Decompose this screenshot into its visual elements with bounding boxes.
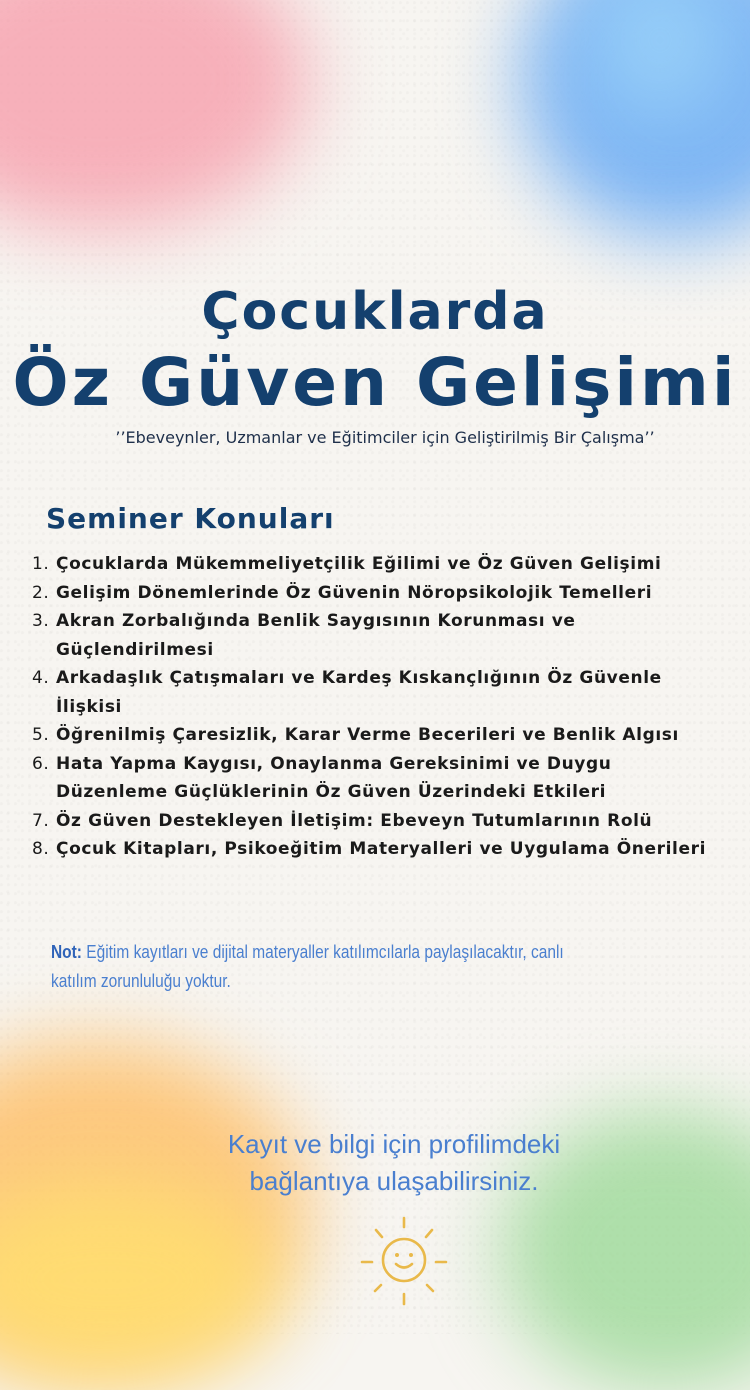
topic-number: 8.: [32, 839, 50, 859]
topic-text: Öz Güven Destekleyen İletişim: Ebeveyn Tutumlarının Rolü: [56, 810, 653, 831]
topic-item-2: [32, 579, 722, 608]
topic-number: 7.: [32, 810, 50, 831]
note-label: Not:: [51, 942, 82, 962]
topic-number: 2.: [32, 582, 50, 603]
topic-item-4: [32, 664, 722, 721]
topic-item-1: [32, 550, 722, 579]
topic-item-5: [32, 721, 722, 750]
topic-item-8: [32, 835, 722, 864]
topic-text: Akran Zorbalığında Benlik Saygısının Korunması ve Güçlendirilmesi: [56, 611, 576, 660]
topic-item-7: [32, 807, 722, 836]
note: [51, 938, 601, 996]
title-line-1: Çocuklarda: [201, 282, 549, 342]
topic-list: [32, 550, 722, 864]
topic-number: 1.: [32, 554, 50, 574]
section-title: Seminer Konuları: [46, 502, 335, 535]
topic-number: 4.: [32, 668, 50, 688]
subtitle: ’’Ebeveynler, Uzmanlar ve Eğitimciler için Geliştirilmiş Bir Çalışma’’: [115, 428, 655, 447]
cta-line-1: Kayıt ve bilgi için profilimdeki: [227, 1129, 561, 1159]
topic-text: Öğrenilmiş Çaresizlik, Karar Verme Becerileri ve Benlik Algısı: [56, 725, 679, 745]
topic-item-3: [32, 607, 722, 664]
smiling-sun-icon: [358, 1214, 454, 1310]
cta-line-2: bağlantıya ulaşabilirsiniz.: [249, 1166, 539, 1196]
call-to-action: [0, 1126, 750, 1200]
topic-text: Hata Yapma Kaygısı, Onaylanma Gereksinimi ve Duygu Düzenleme Güçlüklerinin Öz Güven Üzerindeki Etkileri: [56, 753, 612, 802]
topic-text: Çocuk Kitapları, Psikoeğitim Materyalleri ve Uygulama Önerileri: [56, 839, 707, 859]
topic-text: Arkadaşlık Çatışmaları ve Kardeş Kıskançlığının Öz Güvenle İlişkisi: [56, 668, 662, 717]
title-line-2: Öz Güven Gelişimi: [12, 344, 738, 421]
topic-text: Çocuklarda Mükemmeliyetçilik Eğilimi ve Öz Güven Gelişimi: [56, 554, 662, 574]
topic-item-6: [32, 750, 722, 807]
topic-number: 3.: [32, 611, 50, 631]
topic-number: 5.: [32, 725, 50, 745]
topic-number: 6.: [32, 753, 50, 774]
topic-text: Gelişim Dönemlerinde Öz Güvenin Nöropsikolojik Temelleri: [56, 582, 653, 603]
note-text: Eğitim kayıtları ve dijital materyaller katılımcılarla paylaşılacaktır, canlı katılım zorunluluğu yoktur.: [51, 942, 564, 991]
